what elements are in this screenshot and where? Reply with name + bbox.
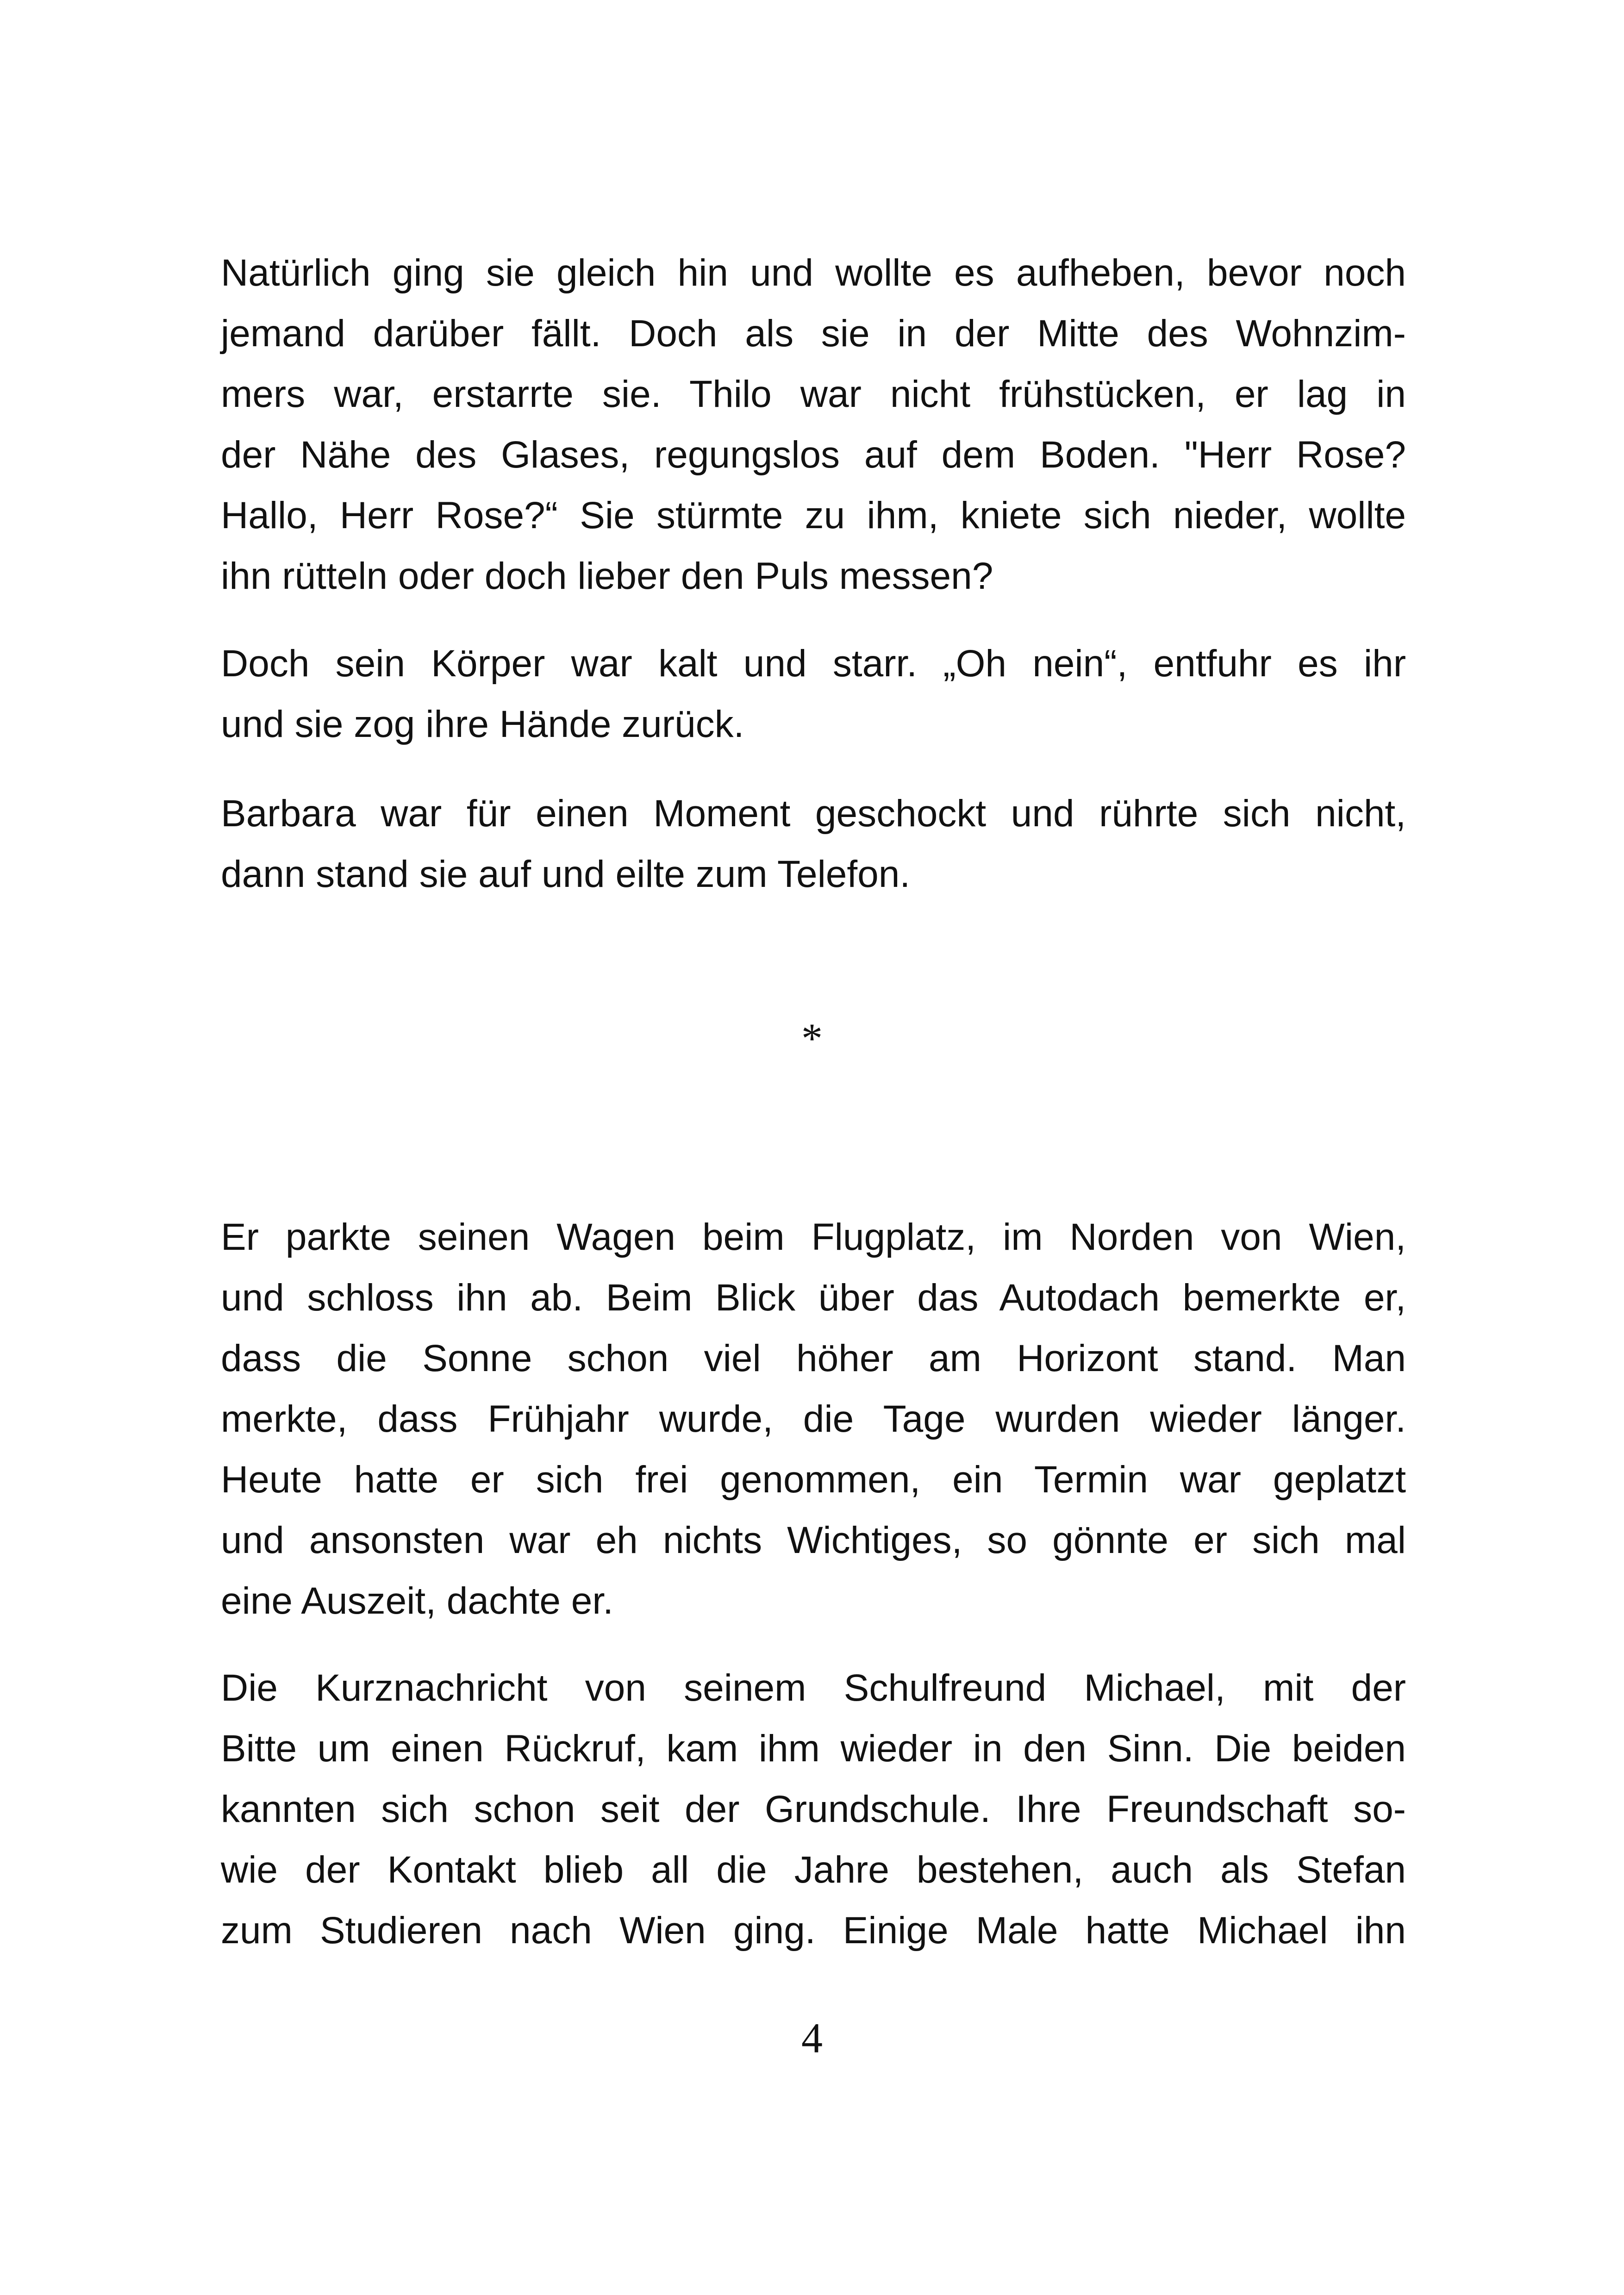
paragraph	[221, 1658, 1406, 1961]
text-line: und sie zog ihre Hände zurück.	[221, 703, 744, 745]
text-line: wie der Kontakt blieb all die Jahre bestehen, auch als Stefan	[221, 1849, 1406, 1891]
text-line: Er parkte seinen Wagen beim Flugplatz, im Norden von Wien,	[221, 1216, 1406, 1258]
page-number: 4	[801, 2014, 823, 2062]
text-line: eine Auszeit, dachte er.	[221, 1580, 613, 1622]
text-line: kannten sich schon seit der Grundschule. Ihre Freundschaft so-	[221, 1788, 1406, 1830]
section-separator: *	[801, 1015, 823, 1062]
paragraph	[221, 243, 1406, 606]
text-line: dass die Sonne schon viel höher am Horizont stand. Man	[221, 1337, 1406, 1379]
text-line: und ansonsten war eh nichts Wichtiges, so gönnte er sich mal	[221, 1519, 1406, 1561]
text-line: und schloss ihn ab. Beim Blick über das Autodach bemerkte er,	[221, 1277, 1406, 1319]
text-line: mers war, erstarrte sie. Thilo war nicht frühstücken, er lag in	[221, 373, 1406, 415]
text-line: Die Kurznachricht von seinem Schulfreund Michael, mit der	[221, 1667, 1406, 1709]
text-line: Heute hatte er sich frei genommen, ein Termin war geplatzt	[221, 1459, 1406, 1501]
text-line: merkte, dass Frühjahr wurde, die Tage wurden wieder länger.	[221, 1398, 1406, 1440]
text-line: Doch sein Körper war kalt und starr. „Oh nein“, entfuhr es ihr	[221, 642, 1406, 685]
text-line: zum Studieren nach Wien ging. Einige Male hatte Michael ihn	[221, 1909, 1406, 1952]
text-line: der Nähe des Glases, regungslos auf dem Boden. "Herr Rose?	[221, 434, 1406, 476]
text-line: Bitte um einen Rückruf, kam ihm wieder in den Sinn. Die beiden	[221, 1727, 1406, 1770]
paragraph	[221, 633, 1406, 755]
text-line: ihn rütteln oder doch lieber den Puls messen?	[221, 555, 993, 597]
text-line: Barbara war für einen Moment geschockt und rührte sich nicht,	[221, 792, 1406, 835]
text-line: Natürlich ging sie gleich hin und wollte es aufheben, bevor noch	[221, 252, 1406, 294]
text-line: jemand darüber fällt. Doch als sie in der Mitte des Wohnzim-	[221, 312, 1406, 355]
paragraph	[221, 783, 1406, 904]
text-line: Hallo, Herr Rose?“ Sie stürmte zu ihm, kniete sich nieder, wollte	[221, 494, 1406, 536]
text-line: dann stand sie auf und eilte zum Telefon.	[221, 853, 911, 895]
paragraph	[221, 1207, 1406, 1631]
